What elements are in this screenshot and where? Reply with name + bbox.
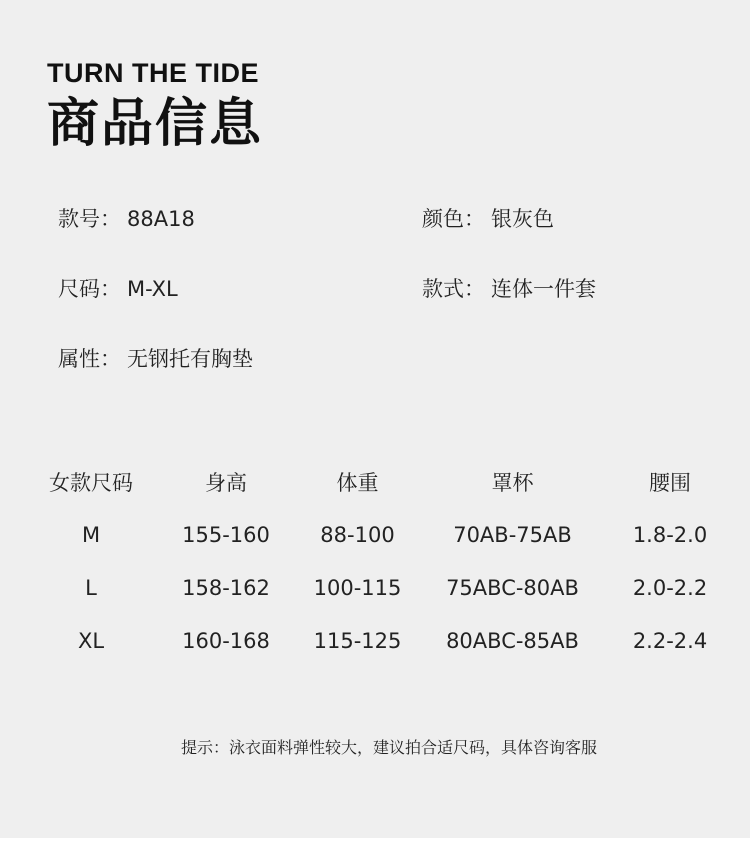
header-weight: 体重 <box>336 471 379 495</box>
attr-size <box>58 275 178 303</box>
header-height: 身高 <box>205 471 247 495</box>
brand-name: TURN THE TIDE <box>47 58 259 88</box>
page-title: 商品信息 <box>47 94 264 154</box>
cell-weight: 115-125 <box>313 628 402 653</box>
cell-cup: 70AB-75AB <box>453 522 572 547</box>
attr-style <box>422 275 596 303</box>
cell-cup: 75ABC-80AB <box>446 575 579 600</box>
table-row <box>30 614 730 667</box>
size-table-header-row <box>30 460 730 504</box>
attr-size-value: M-XL <box>127 277 178 301</box>
cell-height: 155-160 <box>182 522 270 547</box>
attr-property <box>58 345 253 373</box>
header-size: 女款尺码 <box>49 471 133 495</box>
size-table <box>30 460 730 667</box>
cell-height: 160-168 <box>182 628 270 653</box>
attr-style-no-value: 88A18 <box>127 207 195 231</box>
cell-weight: 88-100 <box>320 522 395 547</box>
attr-color-label: 颜色： <box>422 207 485 231</box>
cell-weight: 100-115 <box>313 575 402 600</box>
cell-waist: 2.0-2.2 <box>632 575 708 600</box>
attr-color-value: 银灰色 <box>491 207 554 231</box>
attr-style-label: 款式： <box>422 277 485 301</box>
cell-size: L <box>85 575 97 600</box>
attr-style-no <box>58 205 195 233</box>
attr-property-value: 无钢托有胸垫 <box>127 347 253 371</box>
attr-size-label: 尺码： <box>58 277 121 301</box>
attr-color <box>422 205 554 233</box>
cell-height: 158-162 <box>182 575 270 600</box>
cell-cup: 80ABC-85AB <box>446 628 579 653</box>
cell-waist: 1.8-2.0 <box>632 522 708 547</box>
cell-size: M <box>81 522 101 547</box>
header-waist: 腰围 <box>649 471 691 495</box>
cell-size: XL <box>77 628 105 653</box>
attr-property-label: 属性： <box>58 347 121 371</box>
table-row <box>30 504 730 561</box>
table-row <box>30 561 730 614</box>
size-tip: 提示：泳衣面料弹性较大，建议拍合适尺码，具体咨询客服 <box>180 738 597 757</box>
attr-style-value: 连体一件套 <box>491 277 596 301</box>
cell-waist: 2.2-2.4 <box>632 628 708 653</box>
attr-style-no-label: 款号： <box>58 207 121 231</box>
header-cup: 罩杯 <box>491 471 534 495</box>
